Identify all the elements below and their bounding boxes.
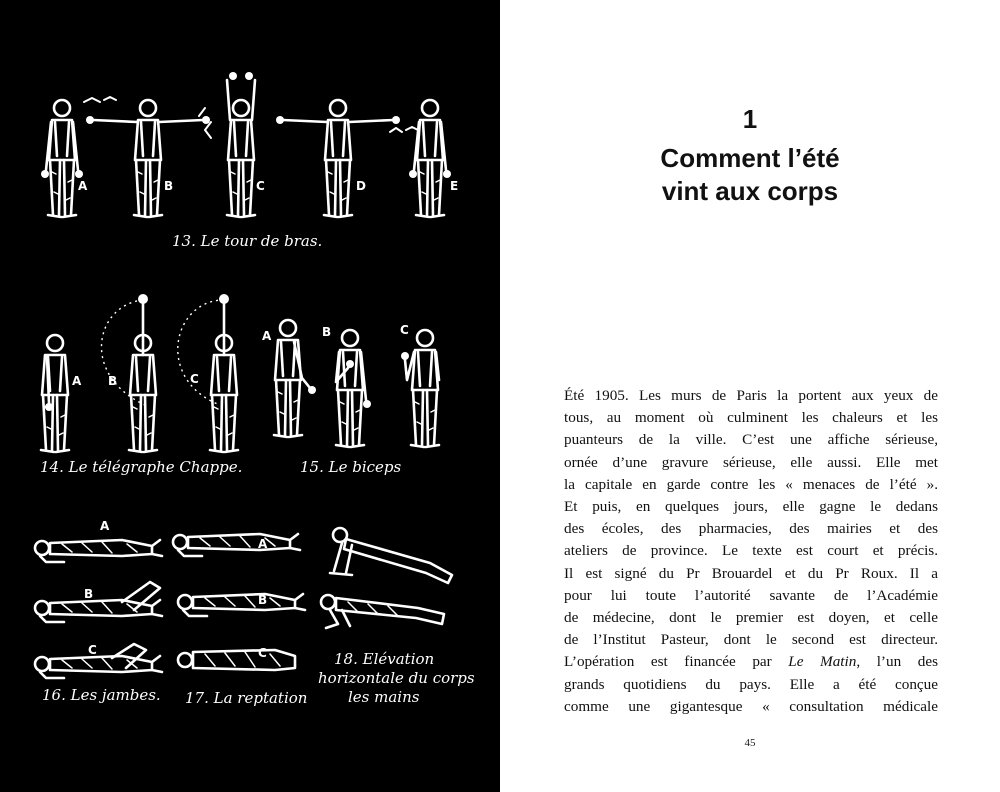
- label-17c: C: [258, 646, 267, 660]
- figure-group-17: [173, 534, 307, 707]
- caption-14: 14. Le télégraphe Chappe.: [40, 458, 243, 476]
- caption-18-line3: les mains: [348, 688, 420, 706]
- chapter-title: [500, 142, 1000, 208]
- label-15b: B: [322, 325, 332, 339]
- body-line: Il est signé du Pr Brouardel et du Pr Roux. Il a: [564, 564, 938, 582]
- label-13b: B: [164, 179, 174, 193]
- body-line: puanteurs de la ville. C’est une affiche sérieuse,: [564, 431, 938, 449]
- chapter-number: 1: [742, 104, 758, 134]
- newspaper-title: Le Matin: [788, 653, 857, 671]
- caption-18-line2: horizontale du corps: [318, 669, 475, 687]
- body-line: de l’Institut Pasteur, dont le second est directeur.: [564, 631, 938, 649]
- figure-group-14: [40, 294, 242, 476]
- chapter-title-line-2: vint aux corps: [661, 176, 839, 206]
- label-13d: D: [356, 179, 366, 193]
- body-line: ornée d’une gravure sérieuse, elle aussi. Elle met: [564, 453, 938, 471]
- caption-18-line1: 18. Elévation: [334, 650, 435, 668]
- label-16c: C: [88, 643, 97, 657]
- page-number: 45: [744, 737, 756, 749]
- figure-group-13: [41, 72, 458, 250]
- body-line: comme une gigantesque « consultation médicale: [564, 697, 938, 715]
- body-line: grands quotidiens du pays. Elle a été conçue: [564, 675, 938, 693]
- label-14a: A: [72, 374, 82, 388]
- figure-group-18: [318, 528, 475, 706]
- label-17a: A: [258, 537, 268, 551]
- figure-group-15: [262, 320, 439, 476]
- figure-group-16: [35, 519, 162, 704]
- body-line: pour lui toute l’autorité savante de l’Académie: [564, 586, 938, 604]
- body-line: Été 1905. Les murs de Paris la portent aux yeux de: [564, 387, 938, 404]
- body-paragraph: [564, 385, 938, 718]
- label-15c: C: [400, 323, 409, 337]
- right-page-text: [500, 0, 1000, 792]
- label-17b: B: [258, 593, 268, 607]
- caption-17: 17. La reptation: [185, 689, 308, 707]
- caption-15: 15. Le biceps: [300, 458, 402, 476]
- body-line-part: L’opération est financée par: [564, 653, 789, 671]
- chapter-title-line-1: Comment l’été: [660, 143, 840, 173]
- caption-16: 16. Les jambes.: [42, 686, 161, 704]
- body-line: la capitale en garde contre les « menaces de l’été ».: [564, 475, 938, 493]
- label-16a: A: [100, 519, 110, 533]
- caption-13: 13. Le tour de bras.: [172, 232, 323, 250]
- label-13e: E: [450, 179, 459, 193]
- body-line: tous, au moment où culminent les chaleurs et les: [564, 409, 938, 427]
- body-line: ateliers de province. Le texte est court et précis.: [564, 542, 938, 560]
- label-14b: B: [108, 374, 118, 388]
- body-line-with-italic: [564, 651, 938, 673]
- label-15a: A: [262, 329, 272, 343]
- body-line-part: , l’un des: [856, 653, 938, 671]
- body-line: Et puis, en quelques jours, elle gagne le dedans: [564, 498, 938, 516]
- body-line: des écoles, des pharmacies, des mairies et des: [564, 520, 938, 538]
- label-14c: C: [190, 372, 199, 386]
- label-13c: C: [256, 179, 265, 193]
- label-16b: B: [84, 587, 94, 601]
- label-13a: A: [78, 179, 88, 193]
- body-line: de médecine, dont le premier est doyen, et celle: [564, 609, 938, 627]
